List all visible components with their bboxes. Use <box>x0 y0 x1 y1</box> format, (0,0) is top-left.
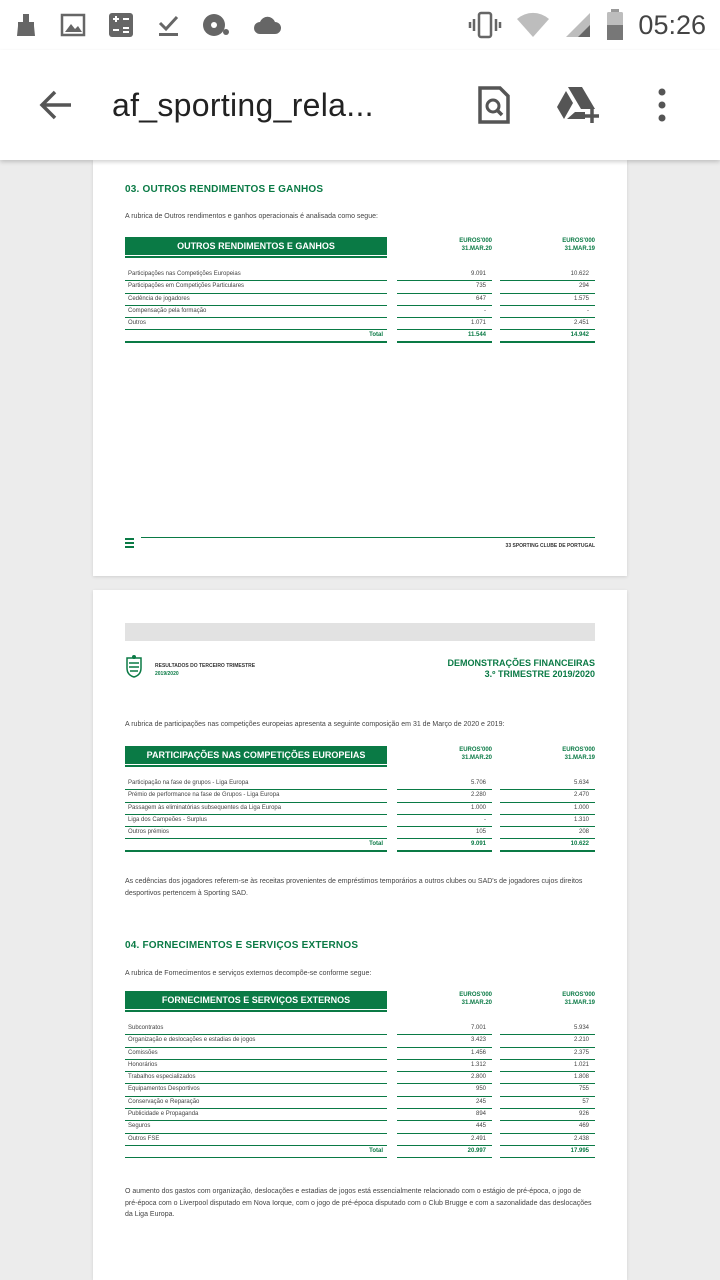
page-footer: 33 SPORTING CLUBE DE PORTUGAL <box>505 543 595 549</box>
table-fornecimentos-servicos <box>125 991 595 1158</box>
paragraph-cedencias: As cedências dos jogadores referem-se às receitas provenientes de empréstimos temporários a outros clubes ou SAD's de jogadores cujos direitos desportivos pertencem à Sporting SAD. <box>125 878 583 897</box>
battery-icon <box>606 9 624 41</box>
vibrate-icon <box>468 11 502 39</box>
table-row: Compensação pela formação - - <box>125 306 595 318</box>
column-header-2019: EUROS'000 31.MAR.19 <box>562 747 595 761</box>
table-row: Equipamentos Desportivos 950 755 <box>125 1084 595 1096</box>
table-row: Liga dos Campeões - Surplus - 1.310 <box>125 815 595 827</box>
column-header-2019: EUROS'000 31.MAR.19 <box>562 992 595 1006</box>
signal-icon <box>564 11 592 39</box>
footer-rule <box>141 537 595 538</box>
app-toolbar <box>0 50 720 160</box>
paragraph-aumento-gastos: O aumento dos gastos com organização, deslocações e estadias de jogos está essencialmente relacionado com o estágio de pré-época, o jogo de pré-época com o Liverpool disputado em Nova Iorque, com o jogo de pré-época disputado com o Club Brugge e com a sazonalidade das deslocações da Liga Europa. <box>125 1188 592 1218</box>
image-icon <box>60 13 86 37</box>
document-title: af_sporting_rela... <box>112 86 374 123</box>
cleaner-icon <box>14 12 38 38</box>
table-participacoes-europeias <box>125 746 595 852</box>
column-header-2020: EUROS'000 31.MAR.20 <box>459 747 492 761</box>
table-row: Subcontratos 7.001 5.934 <box>125 1023 595 1035</box>
table-row: Passagem às eliminatórias subsequentes da Liga Europa 1.000 1.000 <box>125 803 595 815</box>
table-row: Publicidade e Propaganda 894 926 <box>125 1109 595 1121</box>
table-row: Seguros 445 469 <box>125 1121 595 1133</box>
download-done-icon <box>156 12 180 38</box>
header-right-title: DEMONSTRAÇÕES FINANCEIRAS <box>447 658 595 668</box>
column-header-2020: EUROS'000 31.MAR.20 <box>459 238 492 252</box>
table-row: Outros FSE 2.491 2.438 <box>125 1134 595 1146</box>
column-header-2020: EUROS'000 31.MAR.20 <box>459 992 492 1006</box>
more-options-button[interactable] <box>622 50 702 160</box>
column-header-2019: EUROS'000 31.MAR.19 <box>562 238 595 252</box>
table-row: Comissões 1.456 2.375 <box>125 1048 595 1060</box>
header-left-title: RESULTADOS DO TERCEIRO TRIMESTRE <box>155 663 256 669</box>
table-row: Participação na fase de grupos - Liga Europa 5.706 5.634 <box>125 778 595 790</box>
table-row: Outros prémios 105 208 <box>125 827 595 839</box>
header-left-season: 2019/2020 <box>155 671 179 677</box>
table-banner: OUTROS RENDIMENTOS E GANHOS <box>125 237 387 255</box>
search-document-icon <box>478 86 510 124</box>
table-outros-rendimentos <box>125 237 595 343</box>
table-row: Cedência de jogadores 647 1.575 <box>125 294 595 306</box>
pdf-page-2 <box>93 590 627 1280</box>
header-right-subtitle: 3.º TRIMESTRE 2019/2020 <box>484 669 595 679</box>
table-row: Participações em Competições Particulares 735 294 <box>125 281 595 293</box>
more-vert-icon <box>657 88 667 122</box>
pdf-page-1 <box>93 160 627 576</box>
table-row: Organização e deslocações e estadias de jogos 3.423 2.210 <box>125 1035 595 1047</box>
table-row: Conservação e Reparação 245 57 <box>125 1097 595 1109</box>
arrow-back-icon <box>39 89 73 121</box>
intro-fornecimentos: A rubrica de Fornecimentos e serviços externos decompõe-se conforme segue: <box>125 970 372 977</box>
intro-participacoes: A rubrica de participações nas competições europeias apresenta a seguinte composição em 31 de Março de 2020 e 2019: <box>125 721 505 728</box>
vinyl-record-icon <box>202 12 230 38</box>
add-to-drive-icon <box>555 85 601 125</box>
cloud-icon <box>252 14 282 36</box>
table-total-row: Total 9.091 10.622 <box>125 839 595 851</box>
table-row: Participações nas Competições Europeias 9.091 10.622 <box>125 269 595 281</box>
section-title-03: 03. OUTROS RENDIMENTOS E GANHOS <box>125 184 324 195</box>
page-header-bar <box>125 623 595 641</box>
back-button[interactable] <box>0 50 112 160</box>
calculator-icon <box>108 12 134 38</box>
table-row: Trabalhos especializados 2.800 1.808 <box>125 1072 595 1084</box>
table-total-row: Total 20.997 17.995 <box>125 1146 595 1158</box>
clock: 05:26 <box>638 9 706 40</box>
wifi-icon <box>516 12 550 38</box>
table-row: Outros 1.071 2.451 <box>125 318 595 330</box>
section-title-04: 04. FORNECIMENTOS E SERVIÇOS EXTERNOS <box>125 940 359 951</box>
table-row: Honorários 1.312 1.021 <box>125 1060 595 1072</box>
add-to-drive-button[interactable] <box>538 50 618 160</box>
menu-lines-icon <box>125 538 134 548</box>
table-total-row: Total 11.544 14.942 <box>125 330 595 342</box>
status-bar <box>0 0 720 50</box>
table-row: Prémio de performance na fase de Grupos - Liga Europa 2.280 2.470 <box>125 790 595 802</box>
table-banner: FORNECIMENTOS E SERVIÇOS EXTERNOS <box>125 991 387 1009</box>
sporting-logo-icon <box>125 654 143 678</box>
table-banner: PARTICIPAÇÕES NAS COMPETIÇÕES EUROPEIAS <box>125 746 387 764</box>
search-in-document-button[interactable] <box>454 50 534 160</box>
section-intro: A rubrica de Outros rendimentos e ganhos operacionais é analisada como segue: <box>125 213 378 220</box>
